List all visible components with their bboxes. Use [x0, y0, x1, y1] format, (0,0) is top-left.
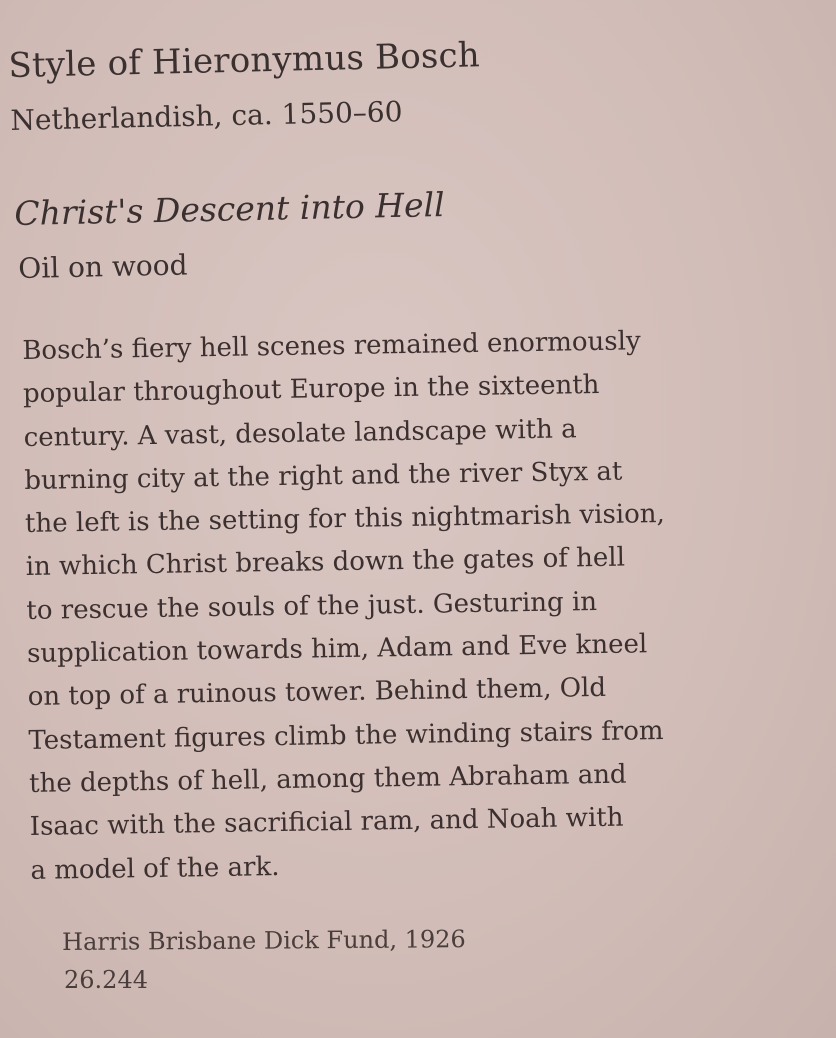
description-line: on top of a ruinous tower. Behind them, Old: [27, 673, 607, 713]
description-line: supplication towards him, Adam and Eve kneel: [26, 629, 648, 670]
artist-origin-date: Netherlandish, ca. 1550–60: [10, 95, 403, 137]
description-line: Testament figures climb the winding stairs from: [28, 715, 664, 756]
description-line: burning city at the right and the river Styx at: [24, 456, 623, 496]
description-line: the depths of hell, among them Abraham and: [28, 759, 627, 799]
description-line: century. A vast, desolate landscape with a: [23, 413, 577, 453]
description-line: the left is the setting for this nightmarish vision,: [24, 499, 666, 540]
description-line: to rescue the souls of the just. Gesturing in: [26, 586, 598, 626]
artwork-medium: Oil on wood: [18, 248, 188, 285]
artist-name: Style of Hieronymus Bosch: [8, 35, 481, 86]
description-line: popular throughout Europe in the sixteenth: [22, 370, 600, 410]
description-text: [22, 319, 731, 893]
credit-line: Harris Brisbane Dick Fund, 1926: [62, 925, 466, 956]
artwork-title: Christ's Descent into Hell: [14, 184, 446, 233]
description-line: a model of the ark.: [30, 851, 280, 886]
description-line: in which Christ breaks down the gates of hell: [25, 543, 626, 583]
accession-number: 26.244: [64, 966, 148, 994]
description-line: Bosch’s fiery hell scenes remained enormously: [22, 326, 641, 366]
description-line: Isaac with the sacrificial ram, and Noah with: [29, 802, 624, 843]
